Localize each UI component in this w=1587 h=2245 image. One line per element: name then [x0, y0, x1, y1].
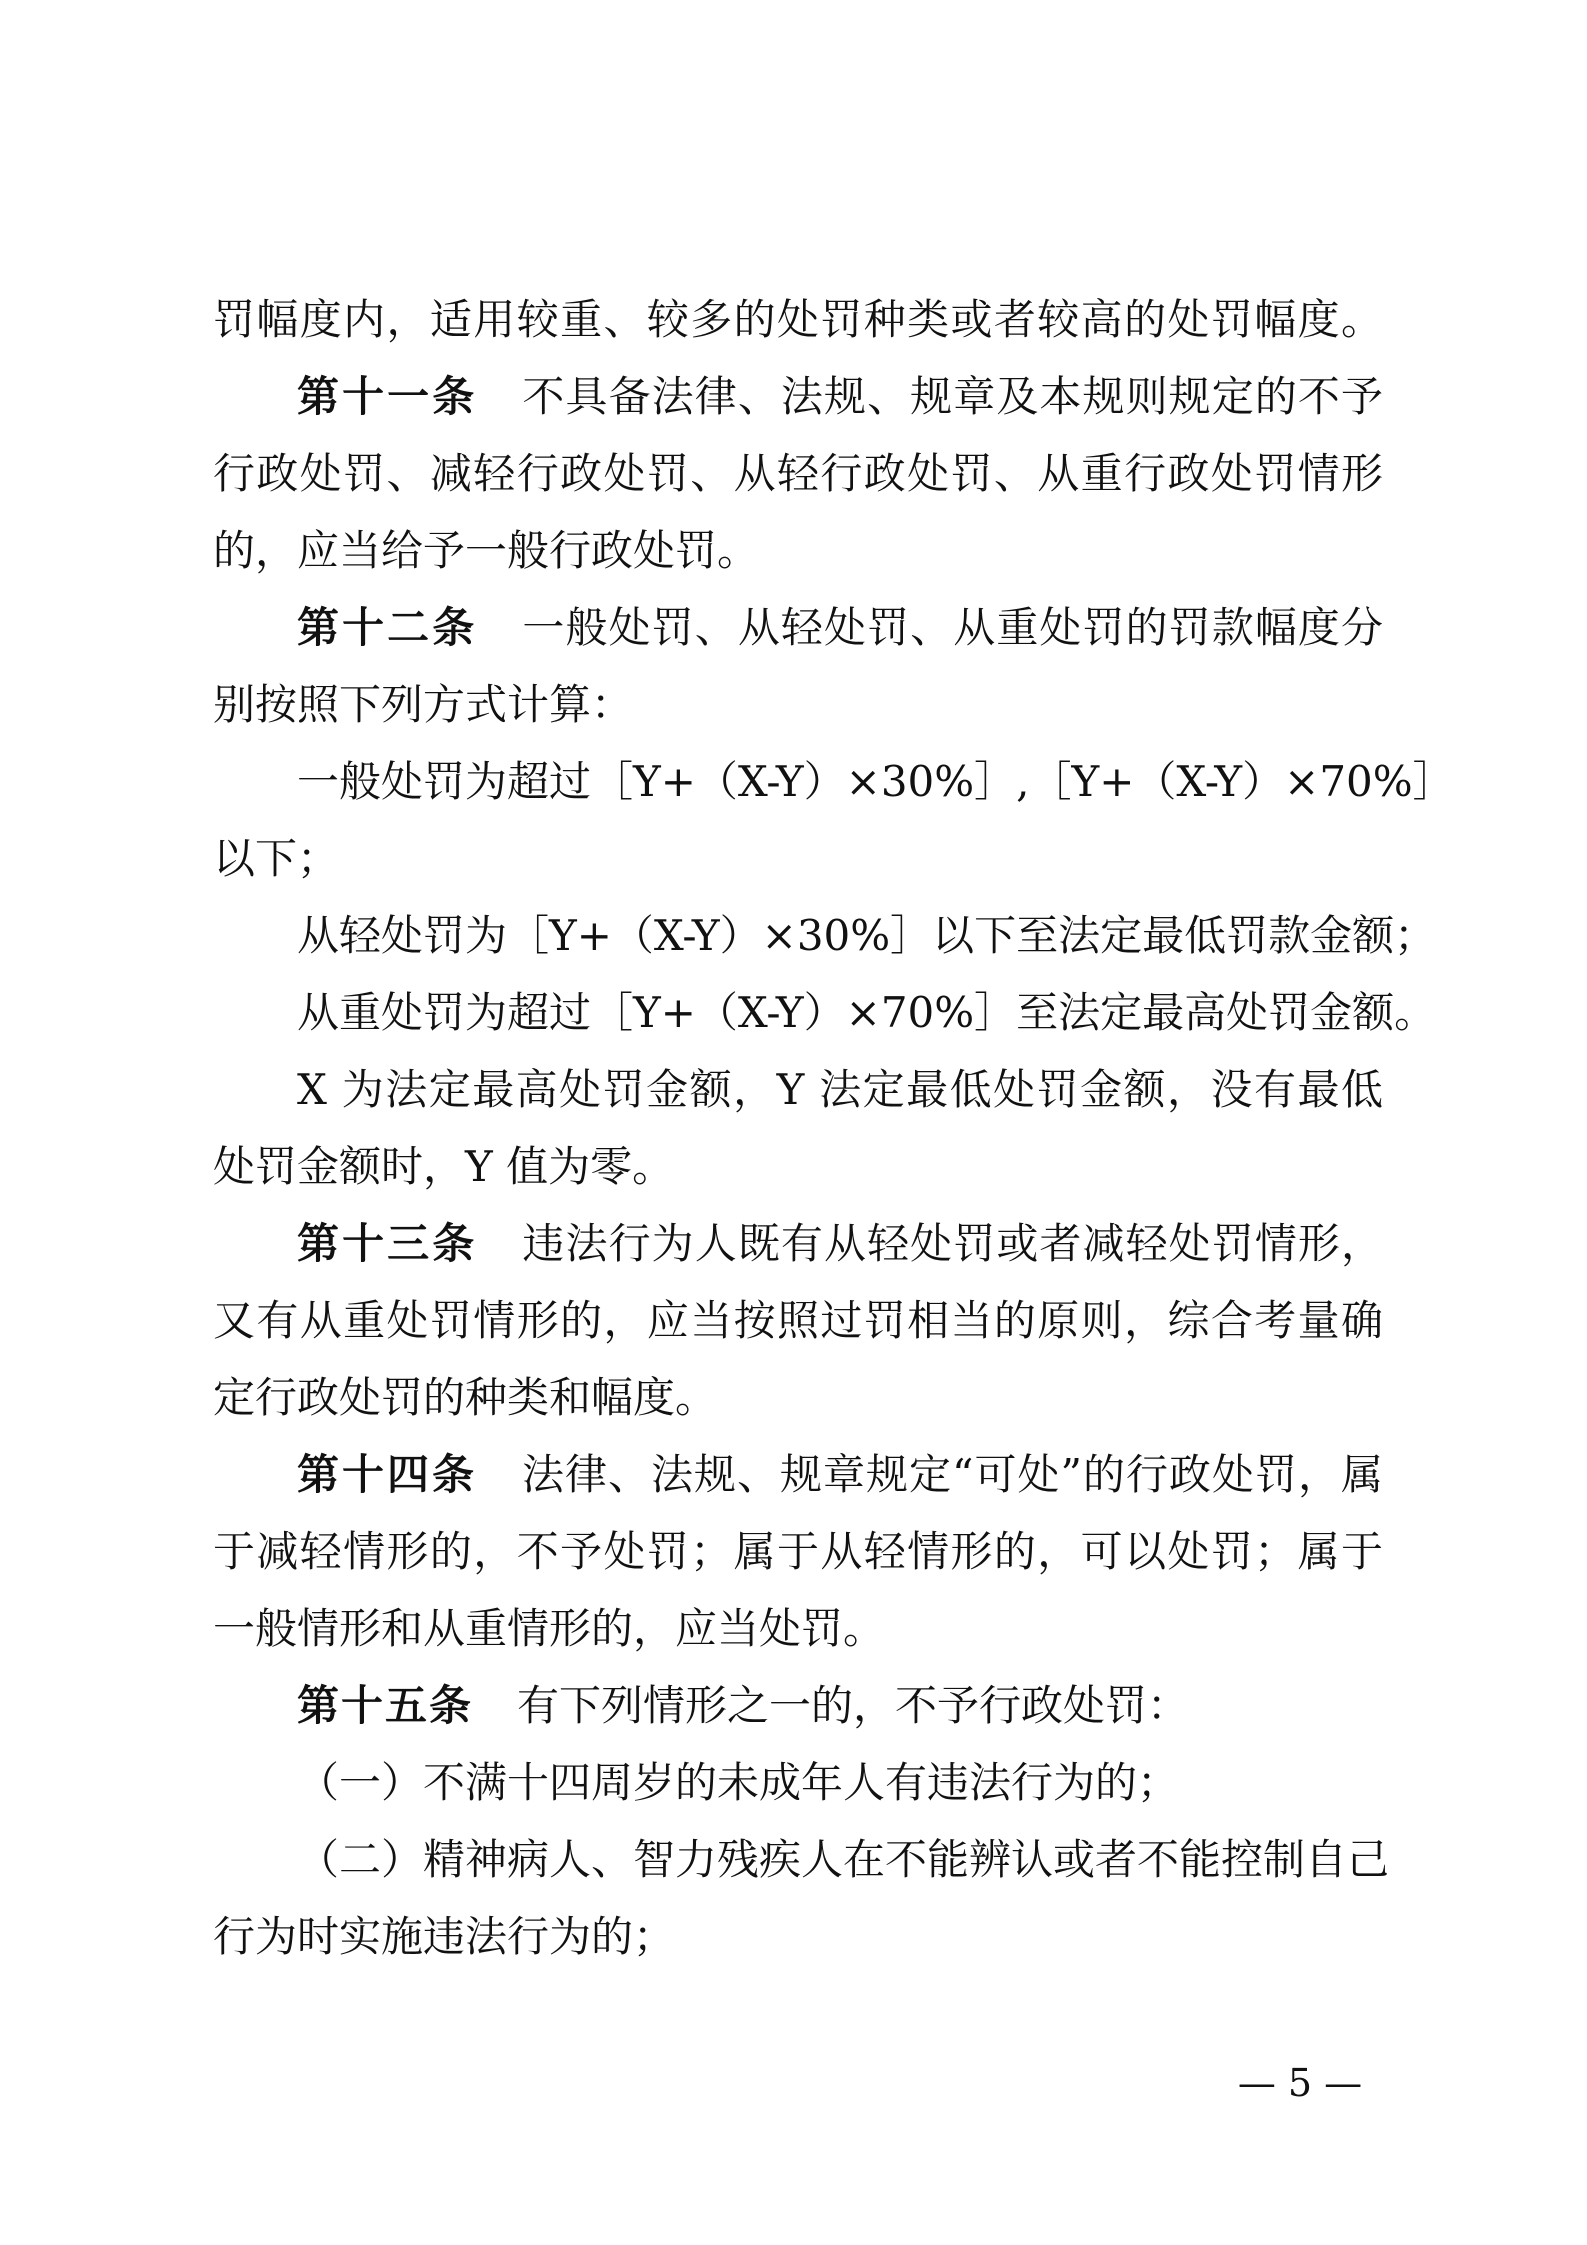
formula-line: 从轻处罚为［Y+（X-Y）×30%］以下至法定最低罚款金额； — [297, 911, 1437, 960]
article-line: 第十二条 一般处罚、从轻处罚、从重处罚的罚款幅度分 — [297, 603, 1383, 652]
article-heading: 第十一条 — [297, 372, 478, 421]
paragraph-line: 的，应当给予一般行政处罚。 — [213, 526, 760, 575]
formula-line: 一般处罚为超过［Y+（X-Y）×30%］,［Y+（X-Y）×70%］ — [297, 757, 1455, 806]
paragraph-line: 一般情形和从重情形的，应当处罚。 — [213, 1604, 886, 1653]
paragraph-line: 又有从重处罚情形的，应当按照过罚相当的原则，综合考量确 — [213, 1296, 1383, 1345]
paragraph-line: 罚幅度内，适用较重、较多的处罚种类或者较高的处罚幅度。 — [213, 295, 1383, 344]
formula-line: 从重处罚为超过［Y+（X-Y）×70%］至法定最高处罚金额。 — [297, 988, 1437, 1037]
article-line: 第十四条 法律、法规、规章规定“可处”的行政处罚，属 — [297, 1450, 1383, 1499]
article-heading: 第十二条 — [297, 603, 478, 652]
paragraph-line: 于减轻情形的，不予处罚；属于从轻情形的，可以处罚；属于 — [213, 1527, 1383, 1576]
paragraph-line: 行为时实施违法行为的； — [213, 1912, 676, 1961]
article-heading: 第十五条 — [297, 1681, 474, 1730]
list-item: （一）不满十四周岁的未成年人有违法行为的； — [297, 1758, 1180, 1807]
paragraph-line: 别按照下列方式计算： — [213, 680, 634, 729]
paragraph-line: 定行政处罚的种类和幅度。 — [213, 1373, 718, 1422]
paragraph-line: 行政处罚、减轻行政处罚、从轻行政处罚、从重行政处罚情形 — [213, 449, 1383, 498]
article-heading: 第十四条 — [297, 1450, 478, 1499]
article-line: 第十三条 违法行为人既有从轻处罚或者减轻处罚情形， — [297, 1219, 1383, 1268]
paragraph-line: X 为法定最高处罚金额，Y 法定最低处罚金额，没有最低 — [297, 1065, 1383, 1114]
list-item: （二）精神病人、智力残疾人在不能辨认或者不能控制自己 — [297, 1835, 1390, 1884]
article-line: 第十五条 有下列情形之一的，不予行政处罚： — [297, 1681, 1190, 1730]
page-number: — 5 — — [1237, 2061, 1363, 2105]
paragraph-line: 处罚金额时，Y 值为零。 — [213, 1142, 675, 1191]
paragraph-line: 以下； — [213, 834, 340, 883]
article-line: 第十一条 不具备法律、法规、规章及本规则规定的不予 — [297, 372, 1383, 421]
article-heading: 第十三条 — [297, 1219, 478, 1268]
